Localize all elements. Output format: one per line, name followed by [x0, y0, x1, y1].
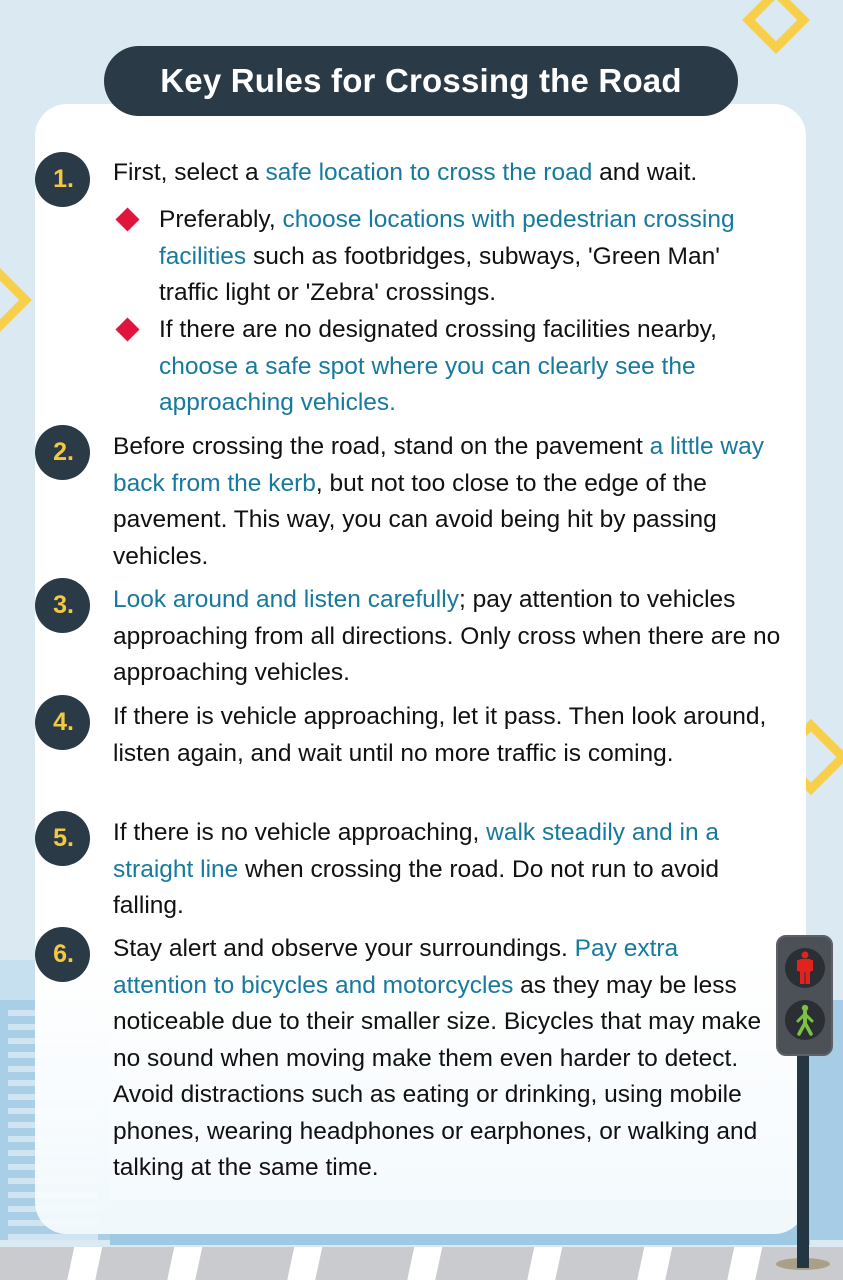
traffic-light-pole: [797, 1050, 809, 1268]
title-banner: [104, 46, 738, 116]
rule-text: Before crossing the road, stand on the pavement a little way back from the kerb, but not too close to the edge of the pavement. This way, you can avoid being hit by passing vehicles.: [113, 433, 764, 570]
rule-number-badge: 3.: [35, 578, 90, 633]
rule-number-badge: 2.: [35, 425, 90, 480]
rule-text: Look around and listen carefully; pay attention to vehicles approaching from all directions. Only cross when there are no approaching vehicles.: [113, 586, 781, 686]
red-diamond-bullet-icon: [115, 317, 139, 341]
rule-number-badge: 6.: [35, 927, 90, 982]
pedestrian-traffic-light-icon: [776, 935, 833, 1056]
rule-number-badge: 1.: [35, 152, 90, 207]
page-title: Key Rules for Crossing the Road: [160, 62, 682, 99]
rule-text: If there is vehicle approaching, let it pass. Then look around, listen again, and wait until no more traffic is coming.: [113, 703, 767, 767]
zebra-crossing-road: [0, 1247, 843, 1280]
rule-text: First, select a safe location to cross the road and wait.: [113, 159, 698, 186]
rules-card: [35, 104, 806, 1234]
rule-text: Stay alert and observe your surroundings. Pay extra attention to bicycles and motorcycles as they may be less noticeable due to their smaller size. Bicycles that may make no sound when moving make them even harder to detect. Avoid distractions such as eating or drinking, using mobile phones, wearing headphones or earphones, or walking and talking at the same time.: [113, 935, 762, 1181]
yellow-diamond-outline-icon: [0, 266, 32, 334]
rule-number-badge: 5.: [35, 811, 90, 866]
green-man-icon: [785, 1000, 825, 1040]
red-man-icon: [785, 948, 825, 988]
red-diamond-bullet-icon: [115, 207, 139, 231]
rule-text: If there is no vehicle approaching, walk steadily and in a straight line when crossing the road. Do not run to avoid falling.: [113, 819, 720, 919]
yellow-diamond-outline-icon: [742, 0, 810, 54]
sub-point-2: If there are no designated crossing facilities nearby, choose a safe spot where you can clearly see the approaching vehicles.: [159, 312, 779, 422]
rule-number-badge: 4.: [35, 695, 90, 750]
sub-point-1: Preferably, choose locations with pedestrian crossing facilities such as footbridges, subways, 'Green Man' traffic light or 'Zebra' crossings.: [159, 202, 779, 312]
